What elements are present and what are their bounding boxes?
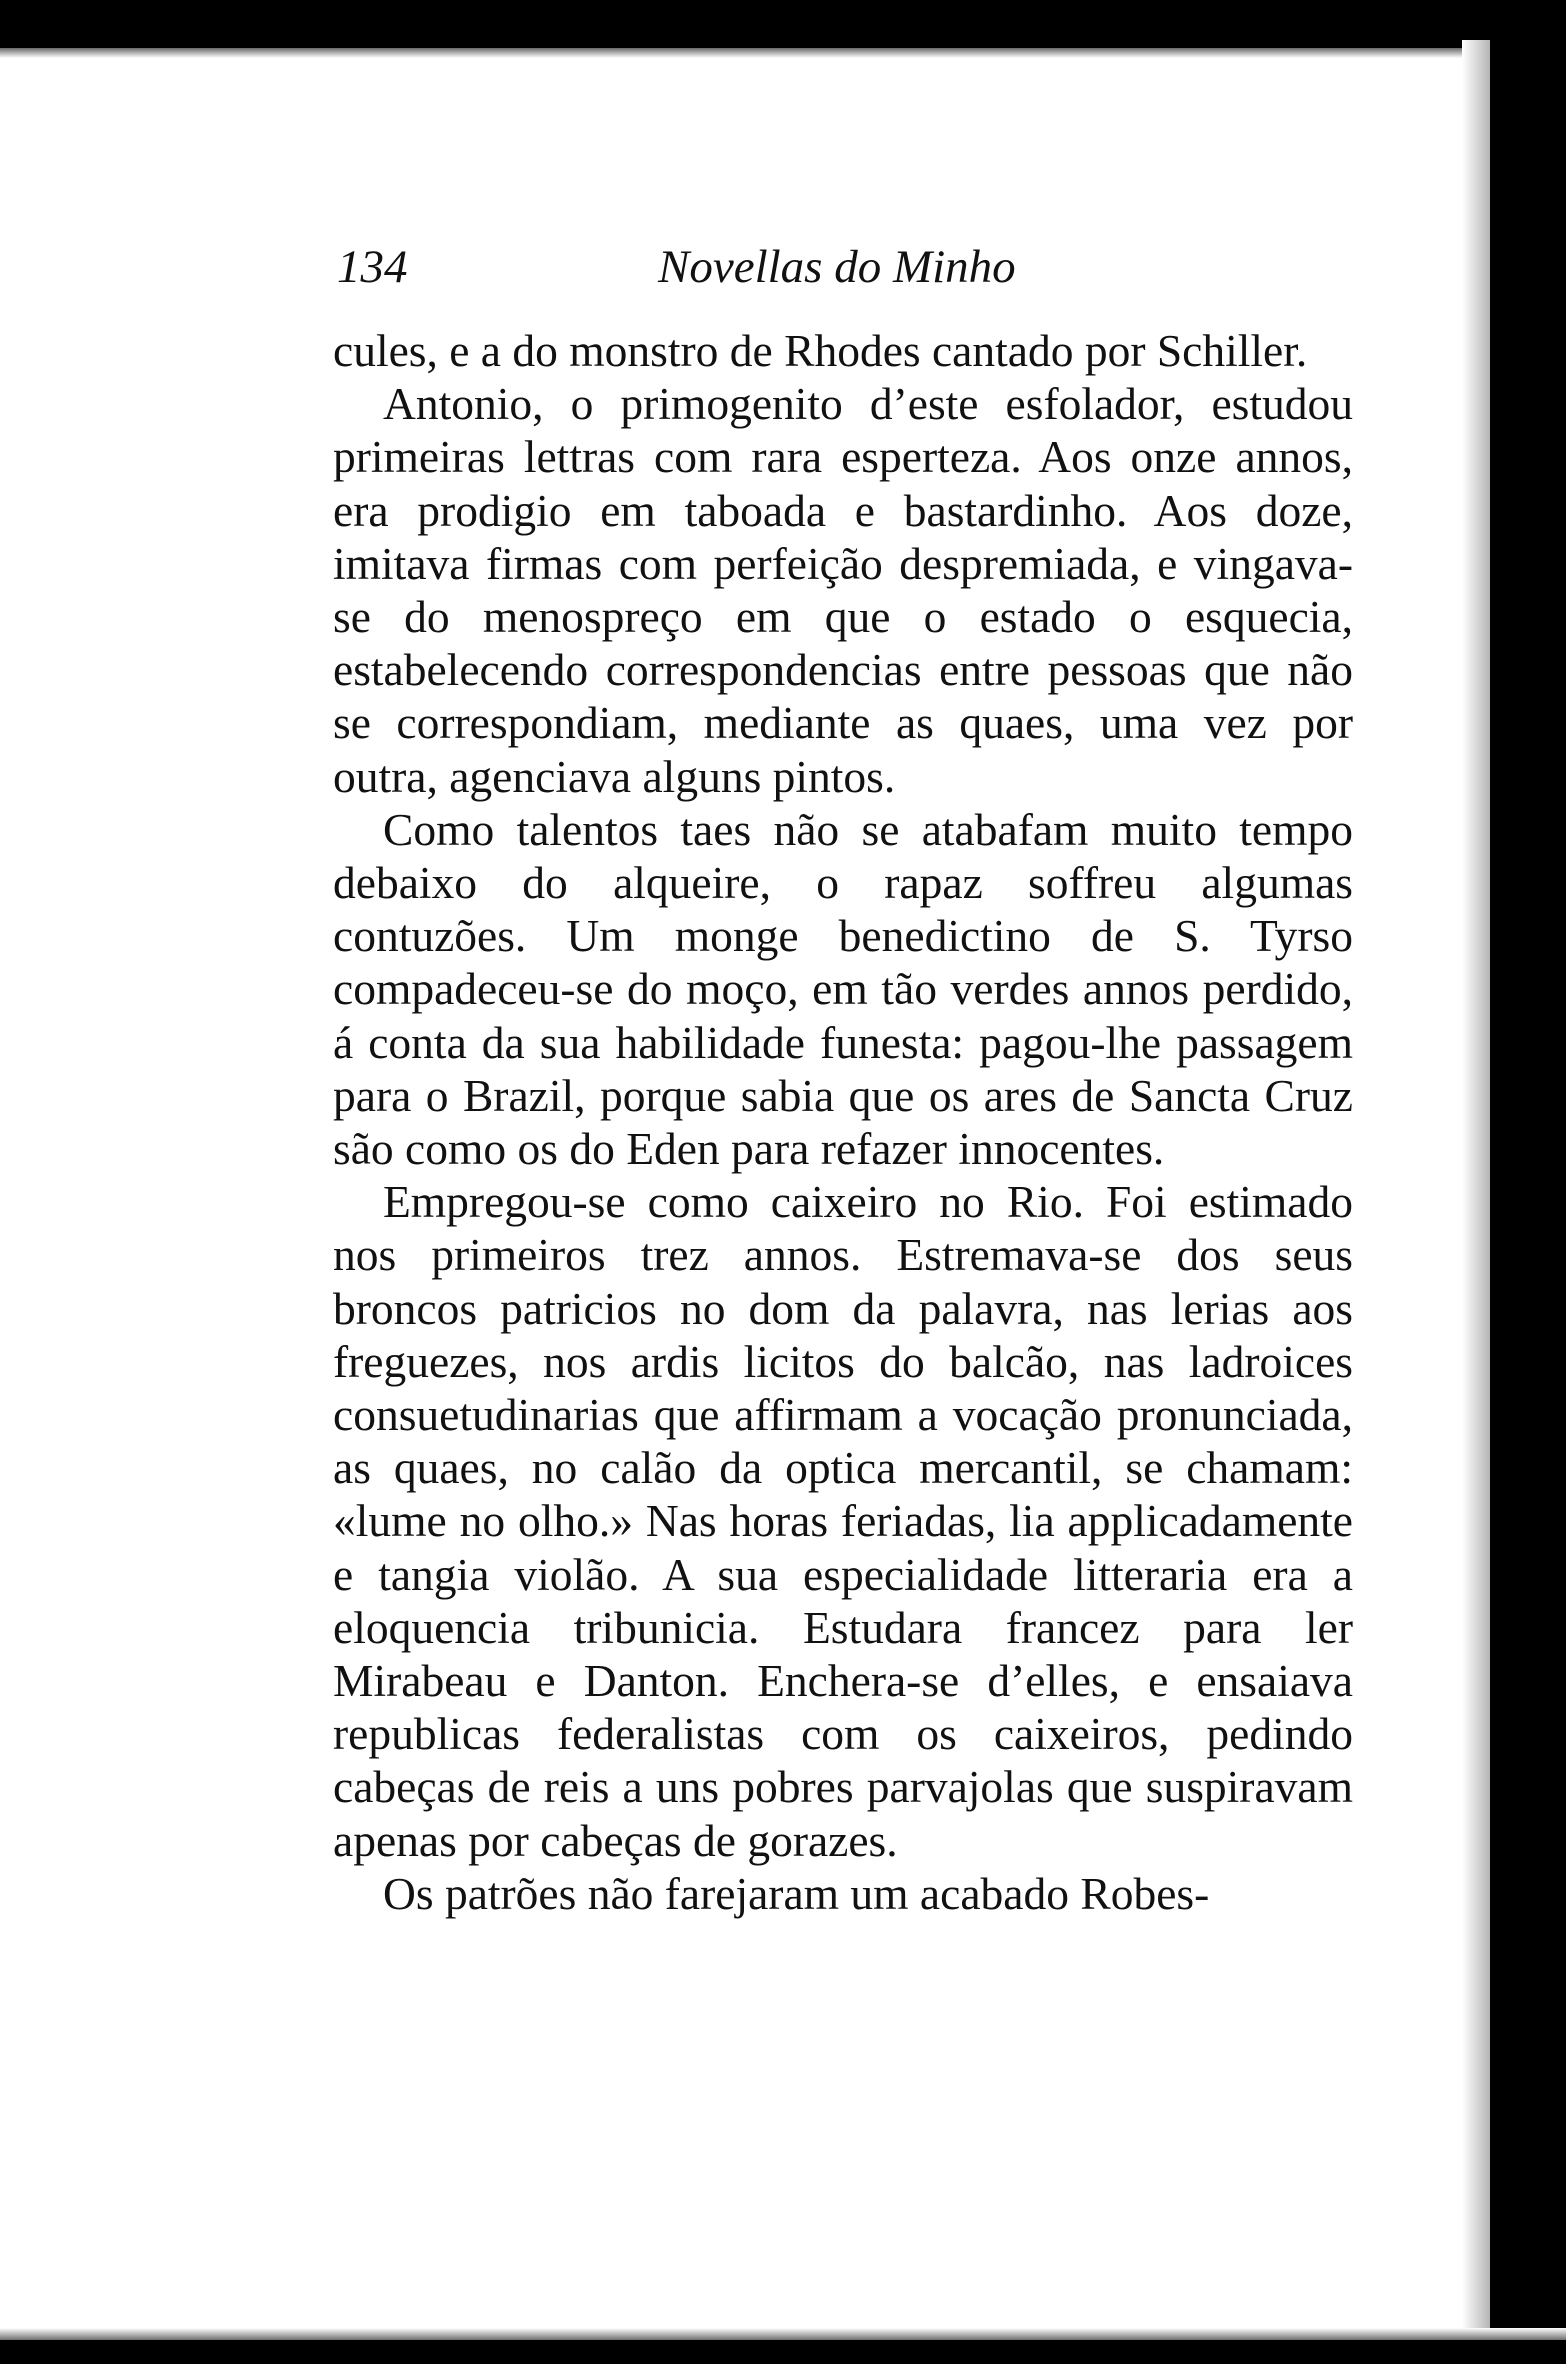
- scan-top-shadow: [0, 48, 1566, 58]
- running-head: [333, 240, 1353, 310]
- paragraph: Antonio, o primogenito d’este esfolador, estudou primeiras lettras com rara esperteza. Aos onze annos, era prodigio em taboada e bastardinho. Aos doze, imitava firmas com perfeição despremiada, e vingava-se do menospreço em que o estado o esquecia, estabelecendo correspondencias entre pessoas que não se correspondiam, mediante as quaes, uma vez por outra, agenciava alguns pintos.: [333, 378, 1353, 802]
- scan-bottom-edge: [0, 2340, 1566, 2364]
- paragraph-continuation: cules, e a do monstro de Rhodes cantado por Schiller.: [333, 325, 1308, 376]
- scan-right-shadow: [1462, 40, 1490, 2330]
- paragraph: Empregou-se como caixeiro no Rio. Foi estimado nos primeiros trez annos. Estremava-se dos seus broncos patricios no dom da palavra, nas lerias aos freguezes, nos ardis licitos do balcão, nas ladroices consuetudinarias que affirmam a vocação pronunciada, as quaes, no calão da optica mercantil, se chamam: «lume no olho.» Nas horas feriadas, lia applicadamente e tangia violão. A sua especialidade litteraria era a eloquencia tribunicia. Estudara francez para ler Mirabeau e Danton. Enchera-se d’elles, e ensaiava republicas federalistas com os caixeiros, pedindo cabeças de reis a uns pobres parvajolas que suspiravam apenas por cabeças de gorazes.: [333, 1176, 1353, 1866]
- book-title: Novellas do Minho: [658, 241, 1016, 293]
- body-text: [333, 324, 1353, 1920]
- page-number: 134: [337, 241, 408, 293]
- paragraph: Os patrões não farejaram um acabado Robes-: [383, 1867, 1210, 1919]
- paragraph: Como talentos taes não se atabafam muito tempo debaixo do alqueire, o rapaz soffreu algumas contuzões. Um monge benedictino de S. Tyrso compadeceu-se do moço, em tão verdes annos perdido, á conta da sua habilidade funesta: pagou-lhe passagem para o Brazil, porque sabia que os ares de Sancta Cruz são como os do Eden para refazer innocentes.: [333, 803, 1353, 1175]
- scan-top-edge: [0, 0, 1566, 48]
- scan-right-edge: [1490, 0, 1566, 2364]
- scan-bottom-shadow: [0, 2328, 1566, 2340]
- book-page: [333, 240, 1353, 1920]
